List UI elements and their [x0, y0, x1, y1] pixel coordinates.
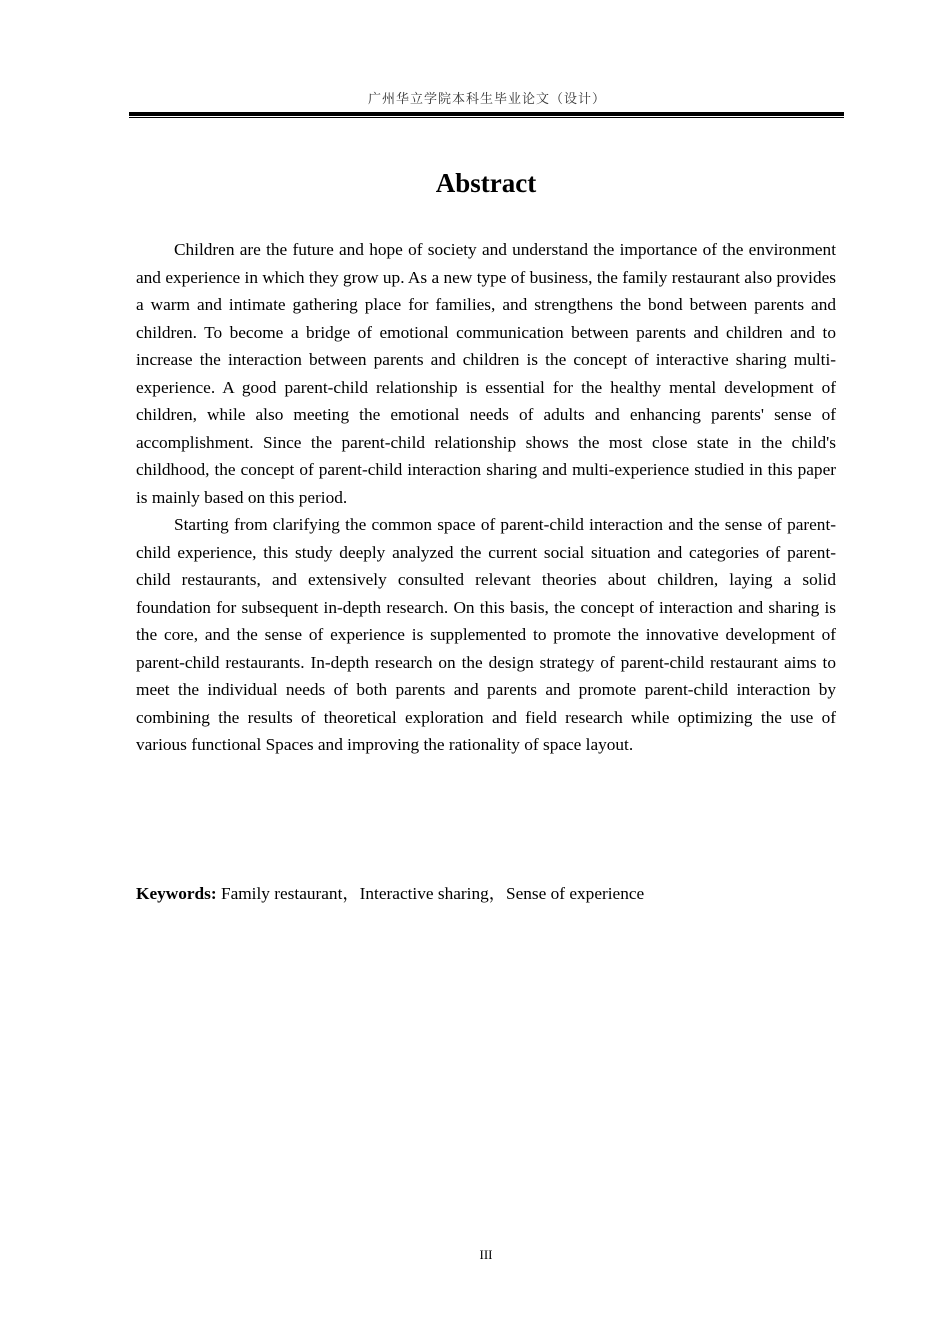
header-rule-thin: [129, 117, 844, 118]
abstract-paragraph-2: Starting from clarifying the common space of parent-child interaction and the sense of parent-child experience, this study deeply analyzed the current social situation and categories of parent-child restaurants, and extensively consulted relevant theories about children, laying a solid foundation for subsequent in-depth research. On this basis, the concept of interaction and sharing is the core, and the sense of experience is supplemented to promote the innovative development of parent-child restaurants. In-depth research on the design strategy of parent-child restaurant aims to meet the individual needs of both parents and parents and promote parent-child interaction by combining the results of theoretical exploration and field research while optimizing the use of various functional Spaces and improving the rationality of space layout.: [136, 515, 836, 754]
abstract-paragraph-1: Children are the future and hope of society and understand the importance of the environment and experience in which they grow up. As a new type of business, the family restaurant also provides a warm and intimate gathering place for families, and strengthens the bond between parents and children. To become a bridge of emotional communication between parents and children and to increase the interaction between parents and children is the concept of interactive sharing multi-experience. A good parent-child relationship is essential for the healthy mental development of children, while also meeting the emotional needs of adults and enhancing parents' sense of accomplishment. Since the parent-child relationship shows the most close state in the child's childhood, the concept of parent-child interaction sharing and multi-experience studied in this paper is mainly based on this period.: [136, 240, 836, 507]
keywords-text: Family restaurant，Interactive sharing，Sense of experience: [216, 884, 645, 903]
page-number: III: [479, 1247, 493, 1262]
keywords-label: Keywords:: [136, 884, 217, 903]
abstract-body: [136, 236, 836, 759]
abstract-title: Abstract: [435, 168, 537, 198]
header-rule-thick: [129, 112, 844, 116]
keywords-line: [136, 880, 836, 908]
running-header: 广州华立学院本科生毕业论文（设计）: [367, 92, 606, 107]
